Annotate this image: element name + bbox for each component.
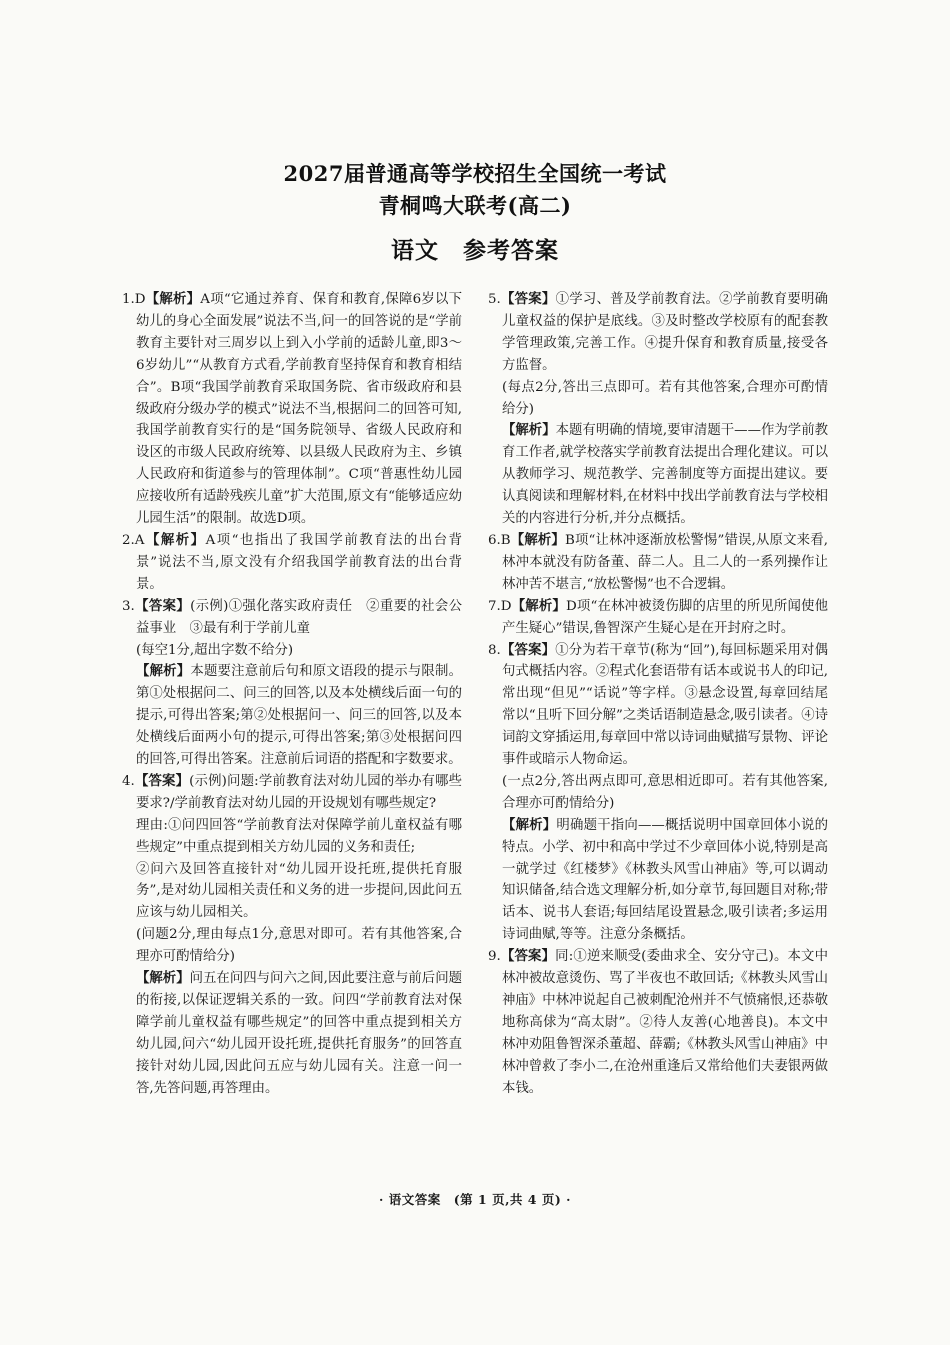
- answer-text: 理由:①问四回答“学前教育法对保障学前儿童权益有哪些规定”中重点提到相关方幼儿园的义务和责任;: [136, 817, 462, 855]
- left-column: [122, 289, 462, 1100]
- question-answer-item: [488, 946, 828, 1099]
- answer-continuation: [488, 377, 828, 421]
- answer-text: D项“在林冲被烫伤脚的店里的所见所闻使他产生疑心”错误,鲁智深产生疑心是在开封府之时。: [502, 598, 828, 636]
- question-answer-item: [122, 289, 462, 530]
- answer-text: ②问六及回答直接针对“幼儿园开设托班,提供托育服务”,是对幼儿园相关责任和义务的进一步提问,因此问五应该与幼儿园相关。: [136, 861, 462, 921]
- answer-text: (示例)问题:学前教育法对幼儿园的举办有哪些要求?/学前教育法对幼儿园的开设规划有哪些规定?: [136, 773, 462, 811]
- question-answer-item: [488, 640, 828, 771]
- answer-continuation: [122, 815, 462, 859]
- answer-text: ①分为若干章节(称为“回”),每回标题采用对偶句式概括内容。②程式化套语带有话本或说书人的印记,常出现“但见”“话说”等字样。③悬念设置,每章回结尾常以“且听下回分解”之类话语制造悬念,吸引读者。④诗词韵文穿插运用,每章回中常以诗词曲赋描写景物、评论事件或暗示人物命运。: [502, 642, 828, 768]
- question-number: 3.: [122, 598, 135, 614]
- right-column: [488, 289, 828, 1100]
- question-answer-item: [488, 596, 828, 640]
- answer-label: 【解析】: [511, 597, 566, 614]
- subject-title: 语文 参考答案: [391, 237, 559, 264]
- question-answer-item: [122, 596, 462, 640]
- answer-text: (每点2分,答出三点即可。若有其他答案,合理亦可酌情给分): [502, 379, 828, 417]
- question-answer-item: [122, 771, 462, 815]
- answer-text: 问五在问四与问六之间,因此要注意与前后问题的衔接,以保证逻辑关系的一致。问四“学前教育法对保障学前儿童权益有哪些规定”的回答中重点提到相关方幼儿园,问六“幼儿园开设托班,提供托育服务”的回答直接针对幼儿园,因此问五应与幼儿园有关。注意一问一答,先答问题,再答理由。: [136, 971, 462, 1096]
- answer-label: 【答案】: [134, 597, 191, 614]
- exam-subtitle: 青桐鸣大联考(高二): [378, 193, 572, 218]
- question-answer-item: [488, 289, 828, 377]
- answer-text: (示例)①强化落实政府责任 ②重要的社会公益事业 ③最有利于学前儿童: [136, 598, 463, 636]
- answer-text: 本题要注意前后句和原文语段的提示与限制。第①处根据问二、问三的回答,以及本处横线后面一句的提示,可得出答案;第②处根据问一、问三的回答,以及本处横线后面两小句的提示,可得出答案;第③处根据问四的回答,可得出答案。注意前后词语的搭配和字数要求。: [136, 664, 463, 768]
- answer-text: (一点2分,答出两点即可,意思相近即可。若有其他答案,合理亦可酌情给分): [502, 773, 828, 811]
- question-number: 7.D: [488, 598, 512, 614]
- answer-label: 【解析】: [502, 422, 556, 439]
- question-number: 2.A: [122, 532, 145, 548]
- question-number: 1.D: [122, 292, 146, 307]
- question-number: 4.: [122, 773, 135, 789]
- answer-continuation: [122, 859, 462, 925]
- answer-label: 【解析】: [502, 816, 557, 833]
- answer-label: 【解析】: [145, 291, 201, 307]
- answer-text: (每空1分,超出字数不给分): [136, 642, 294, 658]
- answer-continuation: [488, 815, 828, 946]
- question-answer-item: [122, 530, 462, 596]
- answer-text: ①学习、普及学前教育法。②学前教育要明确儿童权益的保护是底线。③及时整改学校原有的配套教学管理政策,完善工作。④提升保育和教育质量,接受各方监督。: [502, 292, 828, 373]
- answer-continuation: [122, 661, 462, 771]
- answer-label: 【解析】: [136, 970, 190, 987]
- answer-continuation: [122, 968, 462, 1099]
- answer-text: A项“也指出了我国学前教育法的出台背景”说法不当,原文没有介绍我国学前教育法的出台背景。: [136, 532, 463, 592]
- answer-text: 明确题干指向——概括说明中国章回体小说的特点。小学、初中和高中学过不少章回体小说,特别是高一就学过《红楼梦》《林教头风雪山神庙》等,可以调动知识储备,结合选文理解分析,如分章节,每回题目对称;带话本、说书人套语;每回结尾设置悬念,吸引读者;多运用诗词曲赋,等等。注意分条概括。: [502, 817, 829, 943]
- exam-title: 2027届普通高等学校招生全国统一考试: [283, 161, 667, 186]
- answer-text: (问题2分,理由每点1分,意思对即可。若有其他答案,合理亦可酌情给分): [136, 927, 462, 965]
- question-number: 5.: [488, 292, 501, 307]
- answer-label: 【解析】: [510, 531, 565, 548]
- answer-text: A项“它通过养育、保育和教育,保障6岁以下幼儿的身心全面发展”说法不当,问一的回答说的是“学前教育主要针对三周岁以上到入小学前的适龄儿童,即3～6岁幼儿”“从教育方式看,学前教育坚持保育和教育相结合”。B项“我国学前教育采取国务院、省市级政府和县级政府分级办学的模式”说法不当,根据问二的回答可知,我国学前教育实行的是“国务院领导、省级人民政府和设区的市级人民政府统筹、以县级人民政府为主、乡镇人民政府和街道参与的管理体制”。C项“普惠性幼儿园应接收所有适龄残疾儿童”扩大范围,原文有“能够适应幼儿园生活”的限制。故选D项。: [136, 292, 463, 527]
- answer-label: 【答案】: [500, 641, 556, 658]
- answer-label: 【答案】: [500, 291, 556, 307]
- answer-label: 【答案】: [500, 948, 556, 965]
- answer-continuation: [488, 420, 828, 530]
- answer-continuation: [488, 771, 828, 815]
- question-number: 9.: [488, 949, 501, 965]
- question-number: 8.: [488, 642, 501, 658]
- answer-text: B项“让林冲逐渐放松警惕”错误,从原文来看,林冲本就没有防备董、薛二人。且二人的一系列操作让林冲苦不堪言,“放松警惕”也不合逻辑。: [502, 532, 829, 592]
- answer-continuation: [122, 924, 462, 968]
- question-answer-item: [488, 530, 828, 596]
- question-number: 6.B: [488, 532, 511, 548]
- answer-label: 【答案】: [134, 772, 190, 789]
- page-footer: · 语文答案 (第 1 页,共 4 页) ·: [379, 1192, 571, 1207]
- answer-text: 本题有明确的情境,要审清题干——作为学前教育工作者,就学校落实学前教育法提出合理化建议。可以从教师学习、规范教学、完善制度等方面提出建议。要认真阅读和理解材料,在材料中找出学前教育法与学校相关的内容进行分析,并分点概括。: [502, 423, 828, 527]
- answer-label: 【解析】: [144, 531, 206, 548]
- answer-continuation: [122, 640, 462, 662]
- answer-text: 同:①逆来顺受(委曲求全、安分守己)。本文中林冲被故意烫伤、骂了半夜也不敢回话;《林教头风雪山神庙》中林冲说起自己被刺配沧州并不气愤痛恨,还恭敬地称高俅为“高太尉”。②待人友善(心地善良)。本文中林冲劝阻鲁智深杀董超、薛霸;《林教头风雪山神庙》中林冲曾救了李小二,在沧州重逢后又常给他们夫妻银两做本钱。: [502, 949, 828, 1096]
- answer-label: 【解析】: [136, 663, 191, 680]
